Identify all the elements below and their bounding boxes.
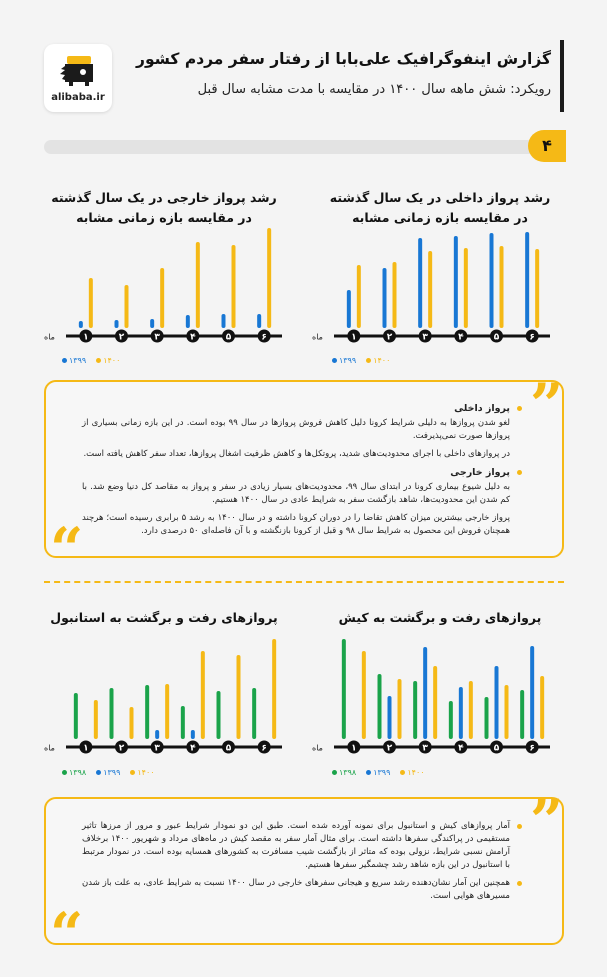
section-divider <box>44 581 564 583</box>
x-tick-label: ۱ <box>83 332 89 343</box>
legend-label: ۱۴۰۰ <box>103 356 121 365</box>
legend-dot <box>130 770 135 775</box>
notes-destinations <box>82 820 510 908</box>
x-tick-label: ۲ <box>386 332 393 343</box>
destinations-notes-p2 <box>82 877 510 903</box>
quote-close-icon: ” <box>530 371 564 439</box>
legend-item <box>332 768 356 777</box>
bar-istanbul-s0-m5 <box>217 691 221 739</box>
x-tick-label: ۲ <box>386 743 393 754</box>
legend-item <box>332 356 356 365</box>
foreign-chart-title <box>44 188 284 228</box>
bar-domestic-s0-m4 <box>454 236 458 328</box>
x-tick-label: ۶ <box>529 743 535 754</box>
legend-item <box>96 768 120 777</box>
x-axis-label: ماه <box>44 743 55 753</box>
bar-istanbul-s2-m4 <box>201 651 205 739</box>
x-tick-label: ۲ <box>118 743 125 754</box>
bar-foreign-s1-m3 <box>160 268 164 328</box>
istanbul-flights-chart <box>42 636 292 766</box>
legend-label: ۱۳۹۹ <box>339 356 357 365</box>
bullet-dot <box>517 824 522 829</box>
bar-kish-s1-m2 <box>388 696 392 739</box>
x-tick-label: ۶ <box>261 332 267 343</box>
legend-dot <box>332 770 337 775</box>
x-tick-label: ۵ <box>493 743 500 754</box>
legend-item <box>366 356 390 365</box>
x-tick-label: ۴ <box>190 332 196 343</box>
bullet-dot <box>517 470 522 475</box>
bar-kish-s0-m1 <box>342 639 346 739</box>
bar-kish-s2-m4 <box>469 681 473 739</box>
foreign-notes-p2: پرواز خارجی بیشترین میزان کاهش تقاضا را در دوران کرونا داشته و در سال ۱۴۰۰ به رشد ۵ برابری رسیده است؛ هرچند همچنان فروش این محصول به شرایط سال ۹۸ و قبل از کرونا بازنگشته و با آن فاصله‌ای ۵۰ درصدی دارد. <box>82 513 510 536</box>
legend-item <box>62 768 86 777</box>
x-tick-label: ۳ <box>154 743 160 754</box>
bar-foreign-s0-m6 <box>257 314 261 328</box>
legend-dot <box>332 358 337 363</box>
x-tick-label: ۵ <box>225 332 232 343</box>
legend-dot <box>366 358 371 363</box>
bullet-dot <box>517 881 522 886</box>
bar-domestic-s0-m1 <box>347 290 351 328</box>
legend-label: ۱۳۹۸ <box>69 768 87 777</box>
x-tick-label: ۶ <box>261 743 267 754</box>
foreign-chart-title-line2: در مقایسه بازه زمانی مشابه <box>76 210 252 225</box>
bar-foreign-s0-m2 <box>115 320 119 328</box>
page-subtitle: رویکرد: شش ماهه سال ۱۴۰۰ در مقایسه با مدت مشابه سال قبل <box>197 82 551 97</box>
bar-kish-s0-m2 <box>378 674 382 739</box>
domestic-notes-p1: لغو شدن پروازها به دلیلی شرایط کرونا دلیل کاهش فروش پروازها در سال ۹۹ بوده است. در این بازه زمانی بسیاری از پروازها صورت نمی‌پذیرفت. <box>82 418 510 441</box>
x-tick-label: ۲ <box>118 332 125 343</box>
foreign-chart-title-line1: رشد پرواز خارجی در یک سال گذشته <box>51 190 277 205</box>
bar-domestic-s1-m4 <box>464 248 468 328</box>
x-tick-label: ۳ <box>154 332 160 343</box>
x-axis-label: ماه <box>312 332 323 342</box>
legend-item <box>62 356 86 365</box>
destinations-notes-p2-text: همچنین این آمار نشان‌دهنده رشد سریع و هیجانی سفرهای خارجی در سال ۱۴۰۰ نسبت به شرایط عادی، به علت باز شدن مسیرهای هوایی است. <box>82 878 511 901</box>
bar-kish-s0-m6 <box>520 690 524 739</box>
bar-istanbul-s2-m3 <box>165 684 169 739</box>
bar-kish-s2-m3 <box>433 666 437 739</box>
bar-domestic-s1-m5 <box>500 246 504 328</box>
progress-track <box>44 140 564 154</box>
x-axis-label: ماه <box>312 743 323 753</box>
bar-foreign-s1-m5 <box>232 245 236 328</box>
x-tick-label: ۴ <box>190 743 196 754</box>
kish-flights-chart <box>310 636 560 766</box>
bar-kish-s0-m4 <box>449 701 453 739</box>
bar-kish-s1-m5 <box>495 666 499 739</box>
bar-kish-s2-m2 <box>398 679 402 739</box>
x-axis-label: ماه <box>44 332 55 342</box>
bar-istanbul-s2-m2 <box>130 707 134 739</box>
legend-dot <box>96 770 101 775</box>
x-tick-label: ۱ <box>351 743 357 754</box>
x-tick-label: ۶ <box>529 332 535 343</box>
section-number-badge: ۴ <box>528 130 566 162</box>
notes-flights <box>82 402 510 543</box>
legend-item <box>130 768 154 777</box>
bar-foreign-s1-m6 <box>267 228 271 328</box>
x-tick-label: ۱ <box>83 743 89 754</box>
foreign-notes-heading <box>82 466 510 479</box>
bar-foreign-s0-m3 <box>150 319 154 328</box>
bar-istanbul-s0-m6 <box>252 688 256 739</box>
bar-domestic-s1-m2 <box>393 262 397 328</box>
bar-foreign-s1-m2 <box>125 285 129 328</box>
bar-foreign-s1-m1 <box>89 278 93 328</box>
title-accent-bar <box>560 40 564 112</box>
bar-domestic-s0-m3 <box>418 238 422 328</box>
bar-kish-s0-m3 <box>413 681 417 739</box>
legend-item <box>366 768 390 777</box>
bar-kish-s2-m1 <box>362 651 366 739</box>
domestic-notes-heading <box>82 402 510 415</box>
foreign-notes-heading-text: پرواز خارجی <box>450 467 510 478</box>
x-tick-label: ۱ <box>351 332 357 343</box>
x-tick-label: ۴ <box>458 332 464 343</box>
alibaba-logo-icon <box>59 52 97 90</box>
domestic-chart-title-line1: رشد پرواز داخلی در یک سال گذشته <box>329 190 551 205</box>
bar-kish-s1-m3 <box>423 647 427 739</box>
alibaba-logo[interactable] <box>44 44 112 112</box>
legend-dot <box>62 358 67 363</box>
bar-istanbul-s0-m2 <box>110 688 114 739</box>
foreign-legend <box>62 356 130 365</box>
legend-label: ۱۴۰۰ <box>137 768 155 777</box>
bar-foreign-s0-m5 <box>222 314 226 328</box>
x-tick-label: ۳ <box>422 743 428 754</box>
bar-kish-s1-m4 <box>459 687 463 739</box>
bar-domestic-s0-m2 <box>383 268 387 328</box>
logo-text: alibaba.ir <box>51 92 105 103</box>
x-tick-label: ۵ <box>493 332 500 343</box>
bar-istanbul-s1-m3 <box>155 730 159 739</box>
destinations-notes-p1-text: آمار پروازهای کیش و استانبول برای نمونه آورده شده است. طبق این دو نمودار شرایط عبور و مرور از مرزها تاثیر مستقیمی در پراکندگی سفرها داشته است. برای مثال آمار سفر به مقصد کیش در ماه‌های مرداد و شهریور ۱۴۰۰ برخلاف آرامش نسبی شرایط، نزولی بوده که متاثر از بازگشت شیب مسافرت به کشورهای همسایه بوده است. در نمودار مرتبط با استانبول در این بازه شاهد رشد چشمگیر سفرها هستیم. <box>82 821 510 870</box>
bar-domestic-s1-m3 <box>428 251 432 328</box>
bar-kish-s2-m6 <box>540 676 544 739</box>
bar-kish-s1-m6 <box>530 646 534 739</box>
legend-dot <box>62 770 67 775</box>
legend-label: ۱۳۹۹ <box>69 356 87 365</box>
x-tick-label: ۴ <box>458 743 464 754</box>
domestic-flights-chart <box>310 225 560 355</box>
page-title: گزارش اینفوگرافیک علی‌بابا از رفتار سفر مردم کشور <box>136 50 551 68</box>
bar-istanbul-s0-m4 <box>181 706 185 739</box>
bar-kish-s0-m5 <box>485 697 489 739</box>
foreign-notes-p1: به دلیل شیوع بیماری کرونا در ابتدای سال ۹۹، محدودیت‌های بسیار زیادی در سفر و پرواز به مقاصد کل دنیا وضع شد. با کم شدن این محدودیت‌ها، شاهد بازگشت سفر به شرایط عادی در سال ۱۴۰۰ هستیم. <box>82 482 510 505</box>
bar-istanbul-s2-m6 <box>272 639 276 739</box>
kish-chart-title: پروازهای رفت و برگشت به کیش <box>338 610 542 625</box>
istanbul-legend <box>62 768 165 777</box>
domestic-chart-title <box>320 188 560 228</box>
bar-istanbul-s2-m5 <box>237 655 241 739</box>
kish-legend <box>332 768 435 777</box>
bar-istanbul-s0-m3 <box>145 685 149 739</box>
bullet-dot <box>517 406 522 411</box>
bar-kish-s2-m5 <box>505 685 509 739</box>
legend-label: ۱۳۹۹ <box>373 768 391 777</box>
legend-label: ۱۴۰۰ <box>373 356 391 365</box>
bar-foreign-s1-m4 <box>196 242 200 328</box>
bar-istanbul-s2-m1 <box>94 700 98 739</box>
domestic-chart-title-line2: در مقایسه بازه زمانی مشابه <box>352 210 528 225</box>
bar-domestic-s0-m5 <box>490 233 494 328</box>
quote-open-icon: “ <box>50 900 84 968</box>
istanbul-chart-title: پروازهای رفت و برگشت به استانبول <box>50 610 278 625</box>
legend-item <box>96 356 120 365</box>
legend-label: ۱۳۹۹ <box>103 768 121 777</box>
bar-istanbul-s0-m1 <box>74 693 78 739</box>
bar-domestic-s0-m6 <box>525 232 529 328</box>
bar-domestic-s1-m6 <box>535 249 539 328</box>
quote-close-icon: ” <box>530 787 564 855</box>
legend-item <box>400 768 424 777</box>
legend-dot <box>366 770 371 775</box>
x-tick-label: ۵ <box>225 743 232 754</box>
bar-foreign-s0-m4 <box>186 315 190 328</box>
bar-domestic-s1-m1 <box>357 265 361 328</box>
legend-dot <box>96 358 101 363</box>
domestic-notes-heading-text: پرواز داخلی <box>454 403 510 414</box>
domestic-legend <box>332 356 400 365</box>
destinations-notes-p1 <box>82 820 510 872</box>
domestic-notes-p2: در پروازهای داخلی با اجرای محدودیت‌های شدید، پروتکل‌ها و کاهش ظرفیت اشغال پروازها، تعداد سفر کاهش یافته است. <box>83 449 510 459</box>
x-tick-label: ۳ <box>422 332 428 343</box>
legend-label: ۱۳۹۸ <box>339 768 357 777</box>
legend-label: ۱۴۰۰ <box>407 768 425 777</box>
legend-dot <box>400 770 405 775</box>
quote-open-icon: “ <box>50 515 84 583</box>
bar-istanbul-s1-m4 <box>191 730 195 739</box>
bar-foreign-s0-m1 <box>79 321 83 328</box>
foreign-flights-chart <box>42 225 292 355</box>
